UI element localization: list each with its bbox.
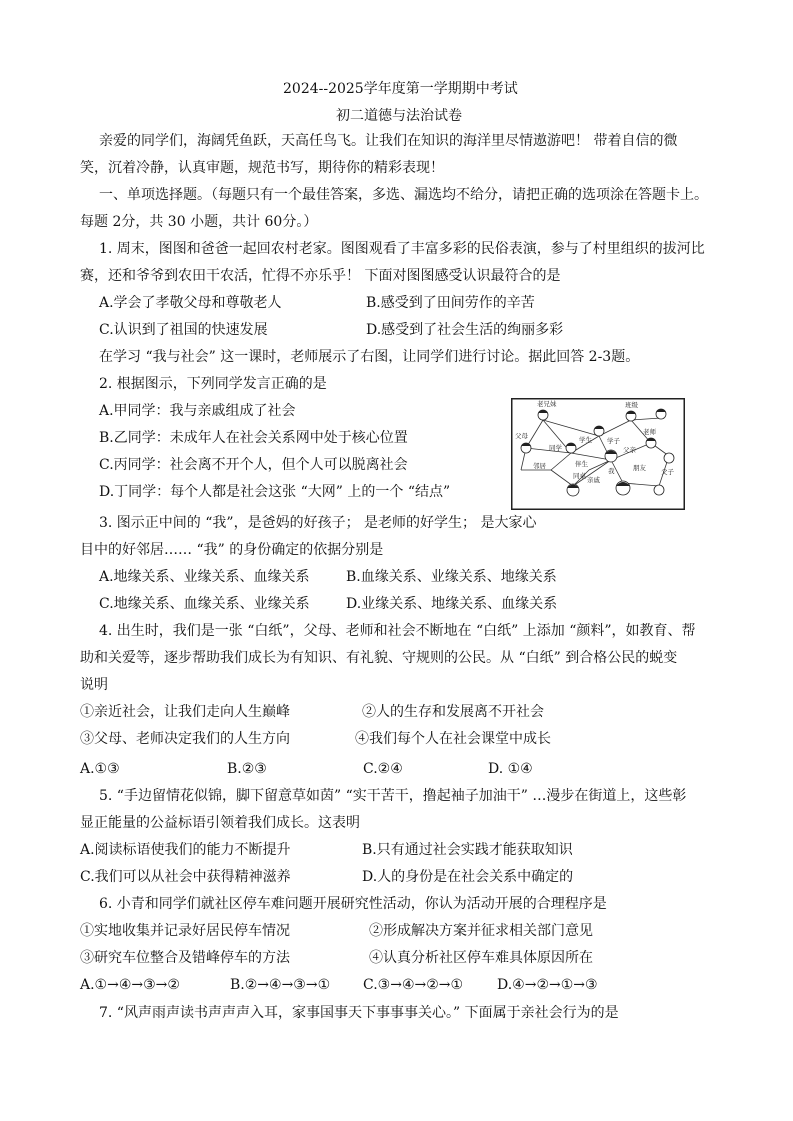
question-stem: 说明 bbox=[80, 677, 108, 693]
option-b: B.血缘关系、业缘关系、地缘关系 bbox=[346, 569, 557, 585]
option-b: B.②→④→③→① bbox=[230, 977, 331, 993]
question-stem: 6. 小青和同学们就社区停车难问题开展研究性活动，你认为活动开展的合理程序是 bbox=[99, 896, 607, 912]
intro-line: 亲爱的同学们，海阔凭鱼跃，天高任鸟飞。让我们在知识的海洋里尽情遨游吧！ 带着自信的微 bbox=[99, 133, 678, 149]
option-d: D.人的身份是在社会关系中确定的 bbox=[362, 869, 574, 885]
option-b: B.乙同学：未成年人在社会关系网中处于核心位置 bbox=[99, 430, 408, 446]
question-stem: 赛，还和爷爷到农田干农活，忙得不亦乐乎！ 下面对图图感受认识最符合的是 bbox=[80, 268, 561, 284]
statement-1: ①实地收集并记录好居民停车情况 bbox=[80, 923, 290, 939]
person-icon bbox=[664, 453, 674, 463]
option-d: D.业缘关系、地缘关系、血缘关系 bbox=[346, 596, 558, 612]
diagram-label: 学子 bbox=[607, 437, 620, 445]
question-stem: 2. 根据图示，下列同学发言正确的是 bbox=[99, 376, 327, 392]
question-stem: 助和关爱等，逐步帮助我们成长为有知识、有礼貌、守规则的公民。从 “白纸” 到合格公民的蜕变 bbox=[80, 650, 678, 666]
statement-3: ③研究车位整合及错峰停车的方法 bbox=[80, 950, 290, 966]
person-icon bbox=[654, 485, 664, 495]
exam-subtitle: 初二道德与法治试卷 bbox=[336, 108, 462, 124]
diagram-label: 班级 bbox=[625, 401, 638, 409]
option-a: A.甲同学：我与亲戚组成了社会 bbox=[99, 403, 296, 419]
diagram-label: 父亲 bbox=[623, 446, 636, 454]
statement-2: ②形成解决方案并征求相关部门意见 bbox=[369, 923, 593, 939]
option-a: A.地缘关系、业缘关系、血缘关系 bbox=[99, 569, 310, 585]
diagram-label: 同学 bbox=[549, 444, 562, 452]
statement-1: ①亲近社会，让我们走向人生巅峰 bbox=[80, 704, 290, 720]
question-stem: 3. 图示正中间的 “我”，是爸妈的好孩子； 是老师的好学生； 是大家心 bbox=[99, 515, 537, 531]
option-b: B.②③ bbox=[227, 761, 267, 777]
statement-3: ③父母、老师决定我们的人生方向 bbox=[80, 731, 290, 747]
diagram-label: 父子 bbox=[661, 468, 674, 476]
question-stem: 目中的好邻居…… “我” 的身份确定的依据分别是 bbox=[80, 542, 384, 558]
diagram-label: 朋友 bbox=[633, 464, 646, 472]
diagram-label: 伴生 bbox=[575, 460, 588, 468]
option-a: A.阅读标语使我们的能力不断提升 bbox=[80, 842, 291, 858]
option-a: A.①③ bbox=[80, 761, 120, 777]
option-d: D. ①④ bbox=[488, 761, 533, 777]
option-c: C.认识到了祖国的快速发展 bbox=[99, 322, 268, 338]
question-stem: 显正能量的公益标语引领着我们成长。这表明 bbox=[80, 815, 360, 831]
question-stem: 7. “风声雨声读书声声声入耳，家事国事天下事事事关心。” 下面属于亲社会行为的是 bbox=[99, 1005, 619, 1021]
option-b: B.感受到了田间劳作的辛苦 bbox=[366, 295, 535, 311]
option-b: B.只有通过社会实践才能获取知识 bbox=[362, 842, 573, 858]
option-a: A.学会了孝敬父母和尊敬老人 bbox=[99, 295, 282, 311]
exam-title: 2024--2025学年度第一学期期中考试 bbox=[283, 81, 518, 97]
social-network-diagram bbox=[511, 398, 685, 510]
option-d: D.④→②→①→③ bbox=[497, 977, 598, 993]
diagram-label: 老师 bbox=[643, 428, 656, 436]
option-a: A.①→④→③→② bbox=[80, 977, 180, 993]
section-heading-line: 一、单项选择题。（每题只有一个最佳答案，多选、漏选均不给分，请把正确的选项涂在答题卡上。 bbox=[99, 187, 708, 203]
statement-2: ②人的生存和发展离不开社会 bbox=[362, 704, 544, 720]
diagram-label: 邻居 bbox=[533, 462, 546, 470]
question-stem: 1. 周末，图图和爸爸一起回农村老家。图图观看了丰富多彩的民俗表演，参与了村里组织的拔河比 bbox=[99, 241, 705, 257]
option-d: D.感受到了社会生活的绚丽多彩 bbox=[366, 322, 564, 338]
option-c: C.我们可以从社会中获得精神滋养 bbox=[80, 869, 291, 885]
option-c: C.地缘关系、血缘关系、业缘关系 bbox=[99, 596, 310, 612]
diagram-label: 同桌 bbox=[573, 472, 586, 480]
diagram-label: 亲戚 bbox=[587, 476, 600, 484]
diagram-label: 学生 bbox=[579, 436, 592, 444]
question-stem: 5. “手边留情花似锦，脚下留意草如茵” “实干苦干，撸起袖子加油干” …漫步在街道上，这些彰 bbox=[99, 788, 687, 804]
statement-4: ④我们每个人在社会课堂中成长 bbox=[355, 731, 551, 747]
option-c: C.丙同学：社会离不开个人，但个人可以脱离社会 bbox=[99, 457, 408, 473]
diagram-label: 父母 bbox=[515, 432, 528, 440]
statement-4: ④认真分析社区停车难具体原因所在 bbox=[369, 950, 593, 966]
diagram-label: 老兄妹 bbox=[537, 400, 557, 408]
intro-line: 笑，沉着冷静，认真审题，规范书写，期待你的精彩表现！ bbox=[80, 160, 444, 176]
diagram-label: 我 bbox=[608, 467, 615, 475]
question-stem: 4. 出生时，我们是一张 “白纸”，父母、老师和社会不断地在 “白纸” 上添加 “颜料”，如教育、帮 bbox=[99, 623, 696, 639]
option-c: C.②④ bbox=[363, 761, 403, 777]
material-intro: 在学习 “我与社会” 这一课时，老师展示了右图，让同学们进行讨论。据此回答 2-3题。 bbox=[99, 349, 640, 365]
section-heading-line: 每题 2分，共 30 小题，共计 60分。） bbox=[80, 214, 318, 230]
option-d: D.丁同学：每个人都是社会这张 “大网” 上的一个 “结点” bbox=[99, 484, 451, 500]
option-c: C.③→④→②→① bbox=[363, 977, 464, 993]
